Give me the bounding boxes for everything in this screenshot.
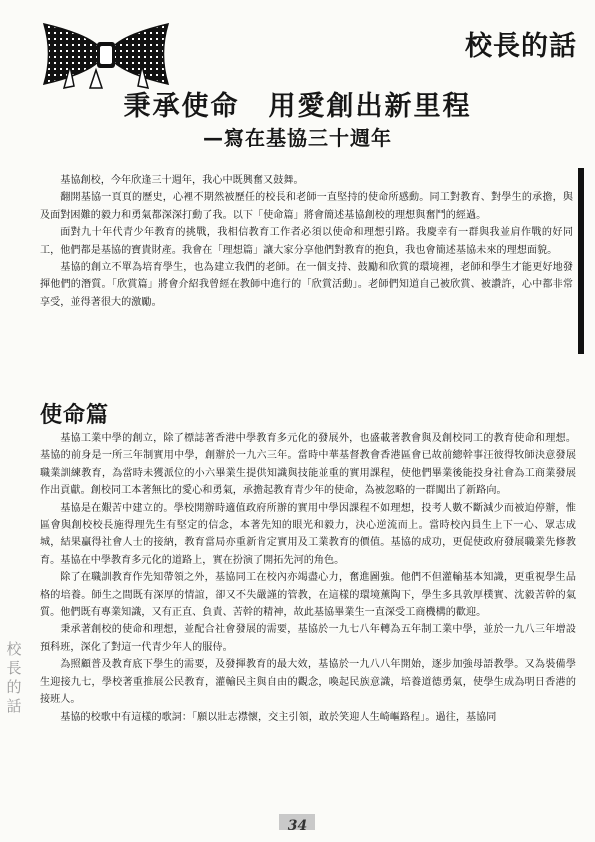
bowtie-logo [40,18,172,92]
intro-paragraph: 基協的創立不單為培育學生，也為建立我們的老師。在一個支持、鼓勵和欣賞的環境裡，老師和學生才能更好地發揮他們的潛質。「欣賞篇」將會介紹我曾經在教師中進行的「欣賞活動」。老師們知道自己被欣賞、被讚許，心中都非常享受，並得著很大的激勵。 [40,262,573,308]
page-number: 34 [287,818,308,834]
side-label-char: 的 [6,678,22,696]
article-subtitle: —寫在基協三十週年 [203,126,392,150]
body-paragraph: 基協工業中學的創立，除了標誌著香港中學教育多元化的發展外，也盛載著教會與及創校同工的教育使命和理想。基協的前身是一所三年制實用中學，創辦於一九六三年。當時中華基督教會香港區會已故前總幹事汪彼得牧師決意發展職業訓練教育，為當時未獲派位的小六畢業生提供知識與技能並重的實用課程，使他們畢業後能投身社會為工商業發展作出貢獻。創校同工本著無比的愛心和勇氣，承擔起教育青少年的使命，為被忽略的一群闖出了新路向。 [40,433,576,497]
body-paragraph: 基協的校歌中有這樣的歌詞：「願以壯志襟懷，交主引領，敢於笑迎人生崎嶇路程」。過往，基協同 [60,711,497,723]
side-label-char: 話 [6,697,22,715]
intro-side-bar [578,168,584,354]
side-section-label [4,640,24,716]
article-title: 秉承使命 用愛創出新里程 [123,91,472,122]
intro-paragraph: 面對九十年代青少年教育的挑戰，我相信教育工作者必須以使命和理想引路。我慶幸有一群與我並肩作戰的好同工，他們都是基協的寶貴財產。我會在「理想篇」讓大家分享他們對教育的抱負，我也會簡述基協未來的理想面貌。 [40,227,573,256]
body-paragraph: 為照顧普及教育底下學生的需要，及發揮教育的最大效，基協於一九八八年開始，逐步加強母語教學。又為裝備學生迎接九七，學校著重推展公民教育，灌輸民主與自由的觀念，喚起民族意識，培養道德勇氣，使學生成為明日香港的接班人。 [40,659,576,706]
section-heading: 使命篇 [40,403,110,428]
body-paragraph: 除了在職訓教育作先知帶領之外，基協同工在校內亦竭盡心力，奮進圖強。他們不但灌輸基本知識，更重視學生品格的培養。師生之間既有深厚的情誼，卻又不失嚴謹的管教，在這樣的環境薰陶下，學生多具敦厚樸實、沈毅苦幹的氣質。他們既有專業知識，又有正直、負責、苦幹的精神，故此基協畢業生一直深受工商機構的歡迎。 [40,572,576,619]
side-label-char: 長 [6,659,22,677]
header-title: 校長的話 [465,31,577,62]
intro-section [40,172,573,311]
side-label-char: 校 [6,640,22,658]
body-section [40,430,576,726]
body-paragraph: 秉承著創校的使命和理想，並配合社會發展的需要，基協於一九七八年轉為五年制工業中學，並於一九八三年增設預科班，深化了對這一代青少年人的服侍。 [40,624,576,653]
body-paragraph: 基協是在艱苦中建立的。學校開辦時適值政府所辦的實用中學因課程不如理想，投考人數不斷減少而被迫停辦，惟區會與創校校長施得理先生有堅定的信念，本著先知的眼光和毅力，決心逆流而上。當時校內員生上下一心、眾志成城，結果贏得社會人士的接納，教育當局亦重新肯定實用及工業教育的價值。基協的成功，更促使政府發展職業先修教育。基協在中學教育多元化的道路上，實在扮演了開拓先河的角色。 [40,502,576,566]
intro-paragraph: 基協創校，今年欣逢三十週年，我心中既興奮又鼓舞。 [60,175,304,186]
intro-paragraph: 翻開基協一頁頁的歷史，心裡不期然被歷任的校長和老師一直堅持的使命所感動。同工對教育、對學生的承擔，與及面對困難的毅力和勇氣都深深打動了我。以下「使命篇」將會簡述基協創校的理想與奮鬥的經過。 [40,192,573,221]
